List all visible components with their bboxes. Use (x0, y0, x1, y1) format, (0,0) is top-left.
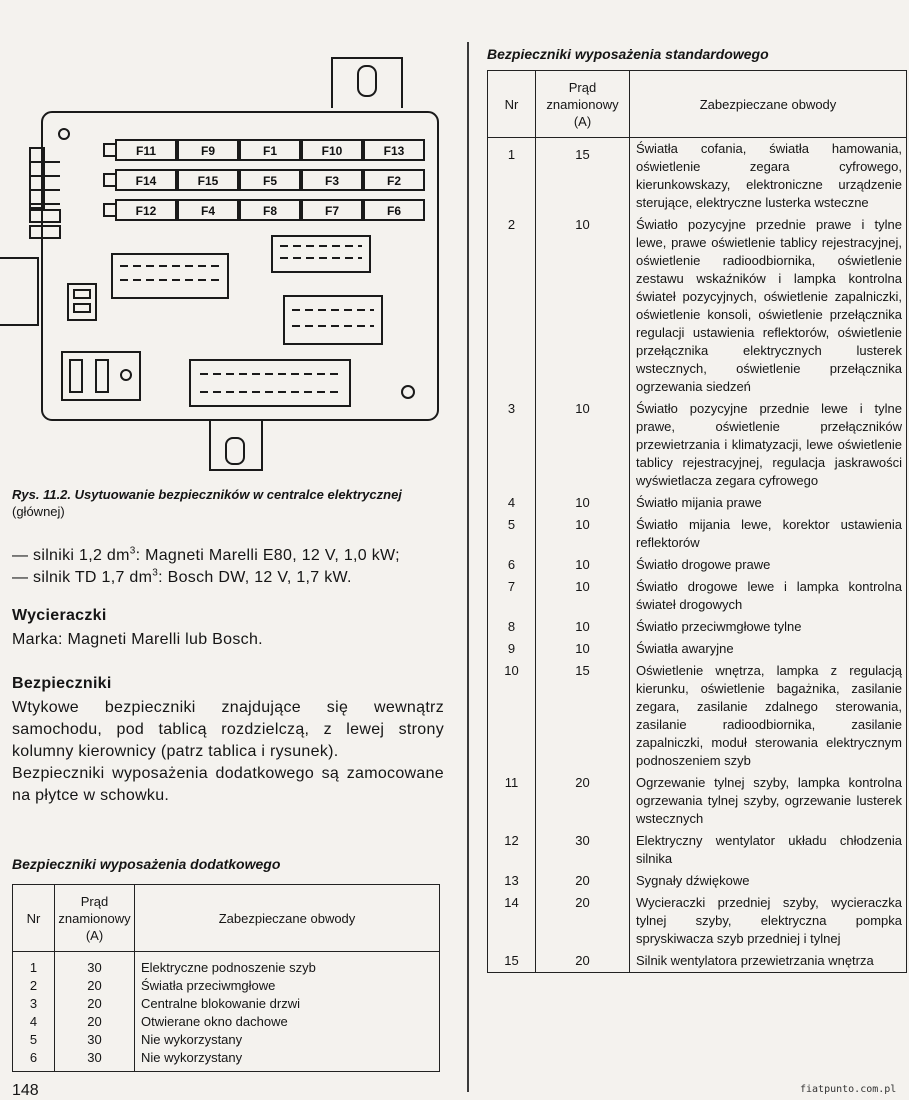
fuse-current: 10 (536, 214, 630, 398)
fuse-number: 3 (488, 398, 536, 492)
fuse-current: 20 (536, 870, 630, 892)
fuse-tab (104, 204, 116, 216)
table-row (488, 660, 907, 772)
fuse-current: 10 (536, 616, 630, 638)
fuse-circuits: Światło pozycyjne przednie lewe i tylne prawe, oświetlenie przełączników przewietrzania i klimatyzacji, lewe oświetlenie tablicy rejestracyjnej, regulacja jaskrawości wyświetlacza zegara cyfrowego (630, 398, 907, 492)
fuse-circuits: Światła awaryjne (630, 638, 907, 660)
fuse-grid (104, 140, 424, 220)
fuse-tab (104, 174, 116, 186)
fuse-circuits: Nie wykorzystany (135, 1031, 440, 1049)
fuse-label: F14 (135, 174, 157, 188)
fuse-circuits: Oświetlenie wnętrza, lampka z regulacją kierunku, oświetlenie bagażnika, zasilanie zegara, zasilanie zdalnego sterowania, zasilanie radioodbiornika, zasilanie zapalniczki, moduł sterowania elektrycznym podnoszeniem szyb (630, 660, 907, 772)
fuse-current: 20 (55, 995, 135, 1013)
table-row (488, 892, 907, 950)
fuse-current: 20 (536, 772, 630, 830)
table-row (488, 398, 907, 492)
fuses-para-2: Bezpieczniki wyposażenia dodatkowego są zamocowane na płytce w schowku. (12, 765, 444, 804)
fuse-label: F13 (383, 144, 405, 158)
engine-line (12, 567, 452, 589)
fuse-circuits: Otwierane okno dachowe (135, 1013, 440, 1031)
wipers-text: Marka: Magneti Marelli lub Bosch. (12, 631, 263, 648)
fuse-label: F8 (262, 204, 278, 218)
fuses-section (12, 675, 444, 807)
table-row (13, 1049, 440, 1072)
fuse-number: 1 (488, 138, 536, 215)
fuse-circuits: Silnik wentylatora przewietrzania wnętrza (630, 950, 907, 973)
table-header-row (488, 71, 907, 138)
table-row (13, 1013, 440, 1031)
fuse-number: 2 (13, 977, 55, 995)
table-row (488, 830, 907, 870)
table-row (488, 514, 907, 554)
table-row (488, 214, 907, 398)
fuse-circuits: Ogrzewanie tylnej szyby, lampka kontrolna ogrzewania tylnej szyby, ogrzewanie lusterek wstecznych (630, 772, 907, 830)
fuse-current: 15 (536, 660, 630, 772)
caption-normal: (głównej) (12, 504, 65, 519)
engine-suffix: : Magneti Marelli E80, 12 V, 1,0 kW; (135, 547, 400, 564)
table-row (13, 1031, 440, 1049)
table-row (488, 492, 907, 514)
connector-left (112, 254, 228, 298)
fuse-number: 5 (13, 1031, 55, 1049)
bottom-connector-outline (210, 420, 262, 470)
fuse-number: 4 (488, 492, 536, 514)
fuse-label: F6 (386, 204, 402, 218)
fuses-para-1: Wtykowe bezpieczniki znajdujące się wewnątrz samochodu, pod tablicą rozdzielczą, z lewej strony kolumny kierownicy (patrz tablica i rysunek). (12, 699, 444, 760)
page-number: 148 (12, 1082, 39, 1099)
fuse-label: F2 (386, 174, 402, 188)
table-row (13, 995, 440, 1013)
engine-list (12, 545, 452, 589)
table-row (488, 554, 907, 576)
additional-table-title: Bezpieczniki wyposażenia dodatkowego (12, 856, 281, 872)
connector-right-top (272, 236, 370, 272)
fuse-number: 6 (488, 554, 536, 576)
header-current: Prąd znamionowy (A) (55, 885, 135, 952)
fuse-number: 10 (488, 660, 536, 772)
fuse-number: 3 (13, 995, 55, 1013)
watermark: fiatpunto.com.pl (800, 1084, 897, 1095)
connector-right-mid (284, 296, 382, 344)
fuse-current: 20 (55, 1013, 135, 1031)
fuse-number: 13 (488, 870, 536, 892)
standard-table-title: Bezpieczniki wyposażenia standardowego (487, 46, 769, 62)
fuse-circuits: Światło przeciwmgłowe tylne (630, 616, 907, 638)
top-connector-slot (358, 66, 376, 96)
fuse-circuits: Elektryczny wentylator układu chłodzenia silnika (630, 830, 907, 870)
fuse-current: 10 (536, 514, 630, 554)
header-current: Prąd znamionowy (A) (536, 71, 630, 138)
fuse-circuits: Nie wykorzystany (135, 1049, 440, 1072)
fuse-circuits: Centralne blokowanie drzwi (135, 995, 440, 1013)
fuse-number: 12 (488, 830, 536, 870)
fuse-circuits: Światło drogowe prawe (630, 554, 907, 576)
wipers-section (12, 607, 452, 651)
fuse-current: 10 (536, 638, 630, 660)
fuse-number: 5 (488, 514, 536, 554)
header-circuits: Zabezpieczane obwody (630, 71, 907, 138)
fuse-circuits: Wycieraczki przedniej szyby, wycieraczka tylnej szyby, elektryczna pompka spryskiwacza szyb przedniej i tylnej (630, 892, 907, 950)
fuse-tab (104, 144, 116, 156)
table-row (488, 576, 907, 616)
fuse-number: 8 (488, 616, 536, 638)
fuse-number: 4 (13, 1013, 55, 1031)
fuse-number: 9 (488, 638, 536, 660)
fuse-label: F5 (262, 174, 278, 188)
header-nr: Nr (488, 71, 536, 138)
fuse-label: F10 (321, 144, 343, 158)
fuse-number: 2 (488, 214, 536, 398)
fuse-label: F3 (324, 174, 340, 188)
fuse-current: 30 (55, 952, 135, 978)
fuse-current: 15 (536, 138, 630, 215)
fuse-label: F11 (135, 144, 157, 158)
fuse-current: 20 (536, 950, 630, 973)
additional-fuse-table (12, 884, 440, 1072)
fuse-current: 30 (55, 1049, 135, 1072)
fuse-current: 10 (536, 492, 630, 514)
fuse-circuits: Światło mijania prawe (630, 492, 907, 514)
header-circuits: Zabezpieczane obwody (135, 885, 440, 952)
column-divider (467, 42, 469, 1092)
fuse-number: 11 (488, 772, 536, 830)
fuse-label: F15 (197, 174, 219, 188)
engine-suffix: : Bosch DW, 12 V, 1,7 kW. (158, 569, 352, 586)
fuse-current: 10 (536, 576, 630, 616)
fuse-number: 7 (488, 576, 536, 616)
table-row (488, 616, 907, 638)
table-header-row (13, 885, 440, 952)
fuse-label: F1 (262, 144, 278, 158)
table-row (488, 772, 907, 830)
table-row (13, 977, 440, 995)
fuse-number: 15 (488, 950, 536, 973)
right-column (487, 0, 909, 1100)
fuse-circuits: Sygnały dźwiękowe (630, 870, 907, 892)
fuse-label: F9 (200, 144, 216, 158)
engine-prefix: — silniki 1,2 dm (12, 547, 130, 564)
table-row (488, 870, 907, 892)
fuse-current: 10 (536, 398, 630, 492)
fuse-number: 1 (13, 952, 55, 978)
fuse-label: F12 (135, 204, 157, 218)
table-row (13, 952, 440, 978)
fuse-label: F7 (324, 204, 340, 218)
fuse-current: 30 (55, 1031, 135, 1049)
header-nr: Nr (13, 885, 55, 952)
fuse-current: 20 (536, 892, 630, 950)
fuse-box-diagram (0, 50, 440, 480)
fuse-circuits: Elektryczne podnoszenie szyb (135, 952, 440, 978)
fuse-circuits: Światło mijania lewe, korektor ustawienia reflektorów (630, 514, 907, 554)
wipers-heading: Wycieraczki (12, 607, 107, 624)
fuse-current: 10 (536, 554, 630, 576)
fuse-circuits: Światło drogowe lewe i lampka kontrolna świateł drogowych (630, 576, 907, 616)
fuses-heading: Bezpieczniki (12, 675, 112, 692)
caption-bold: Rys. 11.2. Usytuowanie bezpieczników w centralce elektrycznej (12, 487, 402, 502)
fuse-circuits: Światła cofania, światła hamowania, oświetlenie zegara cyfrowego, kierunkowskazy, elektroniczne urządzenie sterujące, elektryczne lusterka wsteczne (630, 138, 907, 215)
engine-prefix: — silnik TD 1,7 dm (12, 569, 153, 586)
table-row (488, 950, 907, 973)
standard-fuse-table (487, 70, 907, 973)
engine-sup: 3 (129, 545, 136, 557)
fuse-label: F4 (200, 204, 216, 218)
fuse-number: 6 (13, 1049, 55, 1072)
engine-sup: 3 (152, 567, 159, 579)
fuse-circuits: Światła przeciwmgłowe (135, 977, 440, 995)
fuse-number: 14 (488, 892, 536, 950)
table-row (488, 638, 907, 660)
fuse-circuits: Światło pozycyjne przednie prawe i tylne lewe, prawe oświetlenie tablicy rejestracyjnej, oświetlenie radioodbiornika, oświetlenie zestawu wskaźników i lampka kontrolna świateł pozycyjnych, oświetlenie zapalniczki, oświetlenie konsoli, oświetlenie przełącznika regulacji ustawienia reflektorów, oświetlenie przełącznika elektrycznych lusterek wstecznych, oświetlenie przełącznika ogrzewania siedzeń (630, 214, 907, 398)
table-row (488, 138, 907, 215)
fuse-current: 30 (536, 830, 630, 870)
engine-line (12, 545, 452, 567)
figure-caption (12, 486, 452, 520)
fuse-current: 20 (55, 977, 135, 995)
connector-bottom (190, 360, 350, 406)
